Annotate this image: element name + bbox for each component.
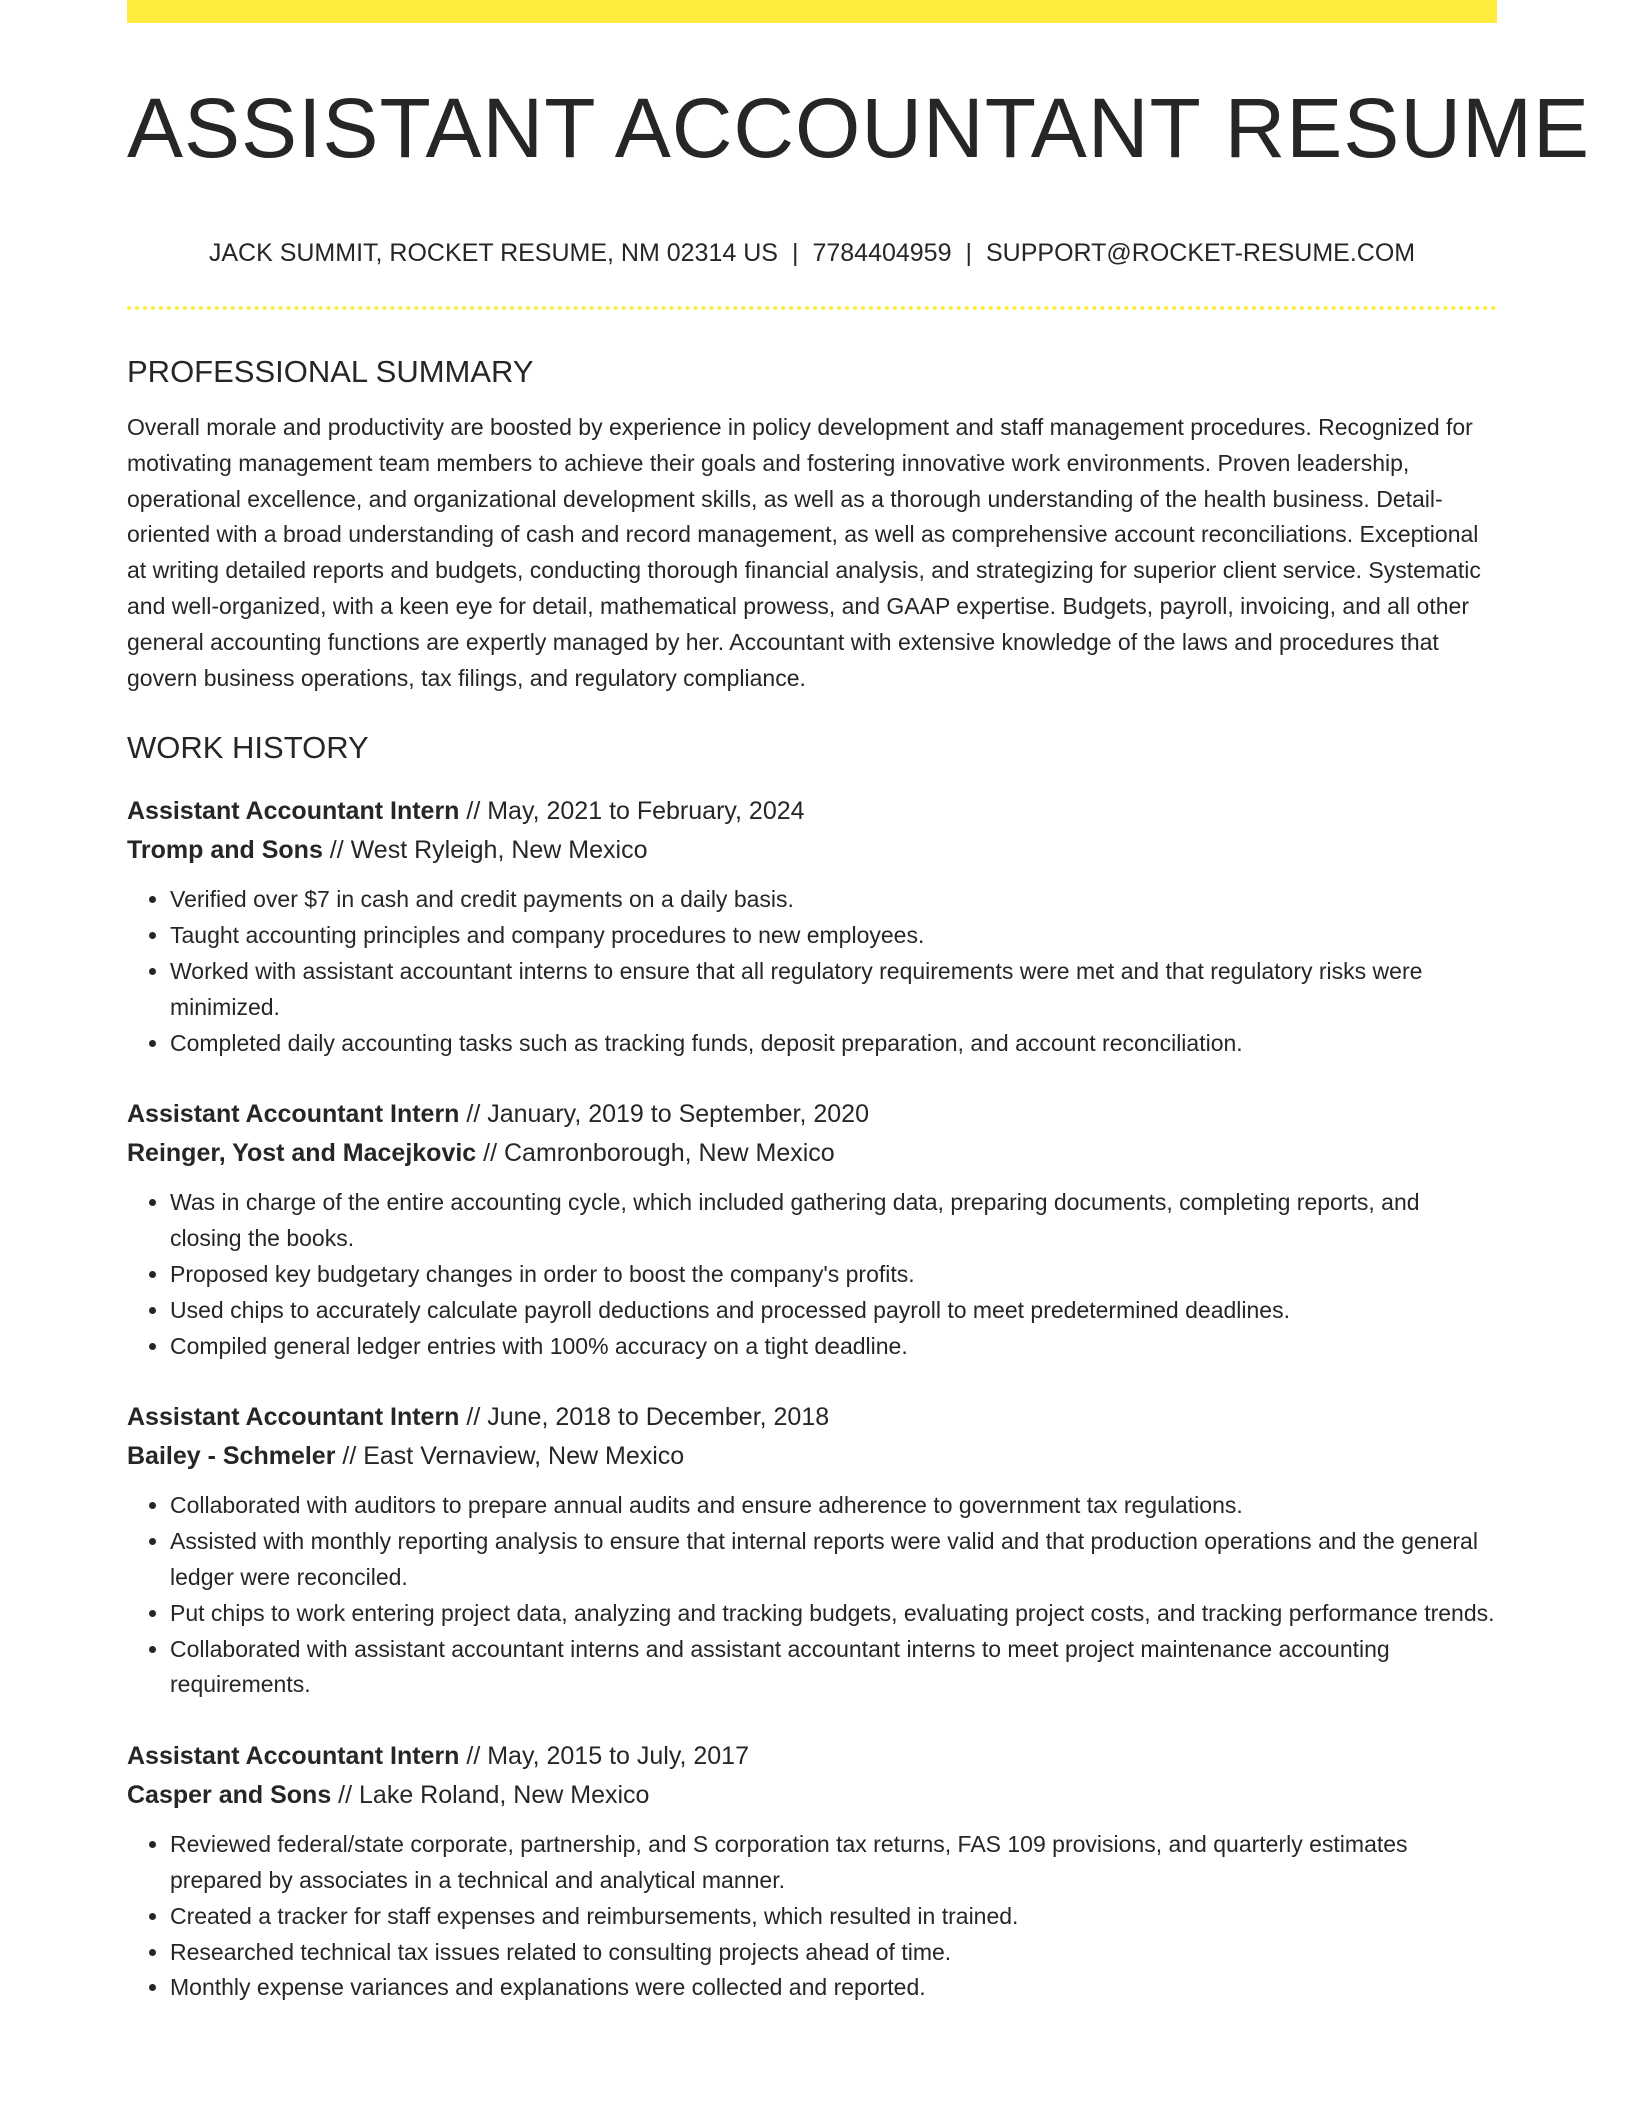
- job-entry: [127, 1398, 1497, 1703]
- job-dates: // June, 2018 to December, 2018: [459, 1403, 830, 1432]
- job-bullet: • Put chips to work entering project data, analyzing and tracking budgets, evaluating project costs, and tracking performance trends.: [170, 1596, 1497, 1632]
- dotted-divider: [127, 306, 1497, 310]
- job-bullet: • Assisted with monthly reporting analysis to ensure that internal reports were valid and that production operations and the general ledger were reconciled.: [170, 1524, 1497, 1596]
- contact-separator: |: [965, 239, 972, 267]
- contact-separator: |: [791, 239, 799, 267]
- job-bullet: • Taught accounting principles and company procedures to new employees.: [170, 918, 1497, 954]
- job-bullet: • Used chips to accurately calculate payroll deductions and processed payroll to meet predetermined deadlines.: [170, 1293, 1497, 1329]
- job-company: Casper and Sons: [127, 1781, 332, 1810]
- job-company: Bailey - Schmeler: [127, 1442, 336, 1471]
- job-bullet: • Reviewed federal/state corporate, partnership, and S corporation tax returns, FAS 109 provisions, and quarterly estimates prepared by associates in a technical and analytical manner.: [170, 1827, 1497, 1899]
- job-bullet: • Compiled general ledger entries with 100% accuracy on a tight deadline.: [170, 1329, 1497, 1365]
- work-history-heading: WORK HISTORY: [127, 730, 369, 766]
- job-bullets: [127, 882, 1497, 1061]
- job-bullet: • Researched technical tax issues related to consulting projects ahead of time.: [170, 1935, 1497, 1971]
- top-accent-bar: [127, 0, 1497, 23]
- job-entry: [127, 792, 1497, 1061]
- job-company-line: [127, 1437, 1497, 1476]
- job-title: Assistant Accountant Intern: [127, 1742, 460, 1771]
- contact-line: [127, 236, 1497, 270]
- job-title: Assistant Accountant Intern: [127, 1100, 460, 1129]
- job-location: // Camronborough, New Mexico: [476, 1139, 835, 1168]
- job-company-line: [127, 1776, 1497, 1815]
- resume-title: ASSISTANT ACCOUNTANT RESUME: [127, 81, 1590, 175]
- contact-email: SUPPORT@ROCKET-RESUME.COM: [986, 239, 1416, 267]
- job-location: // East Vernaview, New Mexico: [335, 1442, 685, 1471]
- summary-heading: PROFESSIONAL SUMMARY: [127, 354, 534, 389]
- job-dates: // May, 2021 to February, 2024: [459, 797, 805, 826]
- job-title-line: [127, 1398, 1497, 1437]
- job-bullets: [127, 1185, 1497, 1364]
- job-title-line: [127, 1737, 1497, 1776]
- job-dates: // May, 2015 to July, 2017: [459, 1742, 749, 1771]
- job-company: Tromp and Sons: [127, 836, 323, 865]
- job-bullet: • Created a tracker for staff expenses and reimbursements, which resulted in trained.: [170, 1899, 1497, 1935]
- contact-address: JACK SUMMIT, ROCKET RESUME, NM 02314 US: [208, 239, 778, 267]
- job-title-line: [127, 1095, 1497, 1134]
- job-bullets: [127, 1827, 1497, 2006]
- job-entry: [127, 1095, 1497, 1364]
- job-location: // West Ryleigh, New Mexico: [322, 836, 648, 865]
- job-entry: [127, 1737, 1497, 2006]
- job-company-line: [127, 831, 1497, 870]
- job-bullet: • Monthly expense variances and explanations were collected and reported.: [170, 1970, 1497, 2006]
- job-title: Assistant Accountant Intern: [127, 797, 460, 826]
- job-bullet: • Completed daily accounting tasks such as tracking funds, deposit preparation, and account reconciliation.: [170, 1026, 1497, 1062]
- job-bullet: • Collaborated with auditors to prepare annual audits and ensure adherence to government tax regulations.: [170, 1488, 1497, 1524]
- job-bullet: • Proposed key budgetary changes in order to boost the company's profits.: [170, 1257, 1497, 1293]
- resume-content: [127, 350, 1497, 2006]
- job-location: // Lake Roland, New Mexico: [331, 1781, 650, 1810]
- job-company-line: [127, 1134, 1497, 1173]
- job-bullet: • Was in charge of the entire accounting cycle, which included gathering data, preparing documents, completing reports, and closing the books.: [170, 1185, 1497, 1257]
- job-bullet: • Collaborated with assistant accountant interns and assistant accountant interns to meet project maintenance accounting requirements.: [170, 1632, 1497, 1704]
- job-title: Assistant Accountant Intern: [127, 1403, 460, 1432]
- job-bullet: • Worked with assistant accountant interns to ensure that all regulatory requirements were met and that regulatory risks were minimized.: [170, 954, 1497, 1026]
- contact-phone: 7784404959: [812, 239, 952, 267]
- job-title-line: [127, 792, 1497, 831]
- job-company: Reinger, Yost and Macejkovic: [127, 1139, 477, 1168]
- summary-text: Overall morale and productivity are boosted by experience in policy development and staff management procedures. Recognized for motivating management team members to achieve their goals and fostering innovative work environments. Proven leadership, operational excellence, and organizational development skills, as well as a thorough understanding of the health business. Detail-oriented with a broad understanding of cash and record management, as well as comprehensive account reconciliations. Exceptional at writing detailed reports and budgets, conducting thorough financial analysis, and strategizing for superior client service. Systematic and well-organized, with a keen eye for detail, mathematical prowess, and GAAP expertise. Budgets, payroll, invoicing, and all other general accounting functions are expertly managed by her. Accountant with extensive knowledge of the laws and procedures that govern business operations, tax filings, and regulatory compliance.: [127, 414, 1481, 691]
- work-history-list: [127, 792, 1497, 2006]
- job-dates: // January, 2019 to September, 2020: [459, 1100, 869, 1129]
- job-bullet: • Verified over $7 in cash and credit payments on a daily basis.: [170, 882, 1497, 918]
- job-bullets: [127, 1488, 1497, 1703]
